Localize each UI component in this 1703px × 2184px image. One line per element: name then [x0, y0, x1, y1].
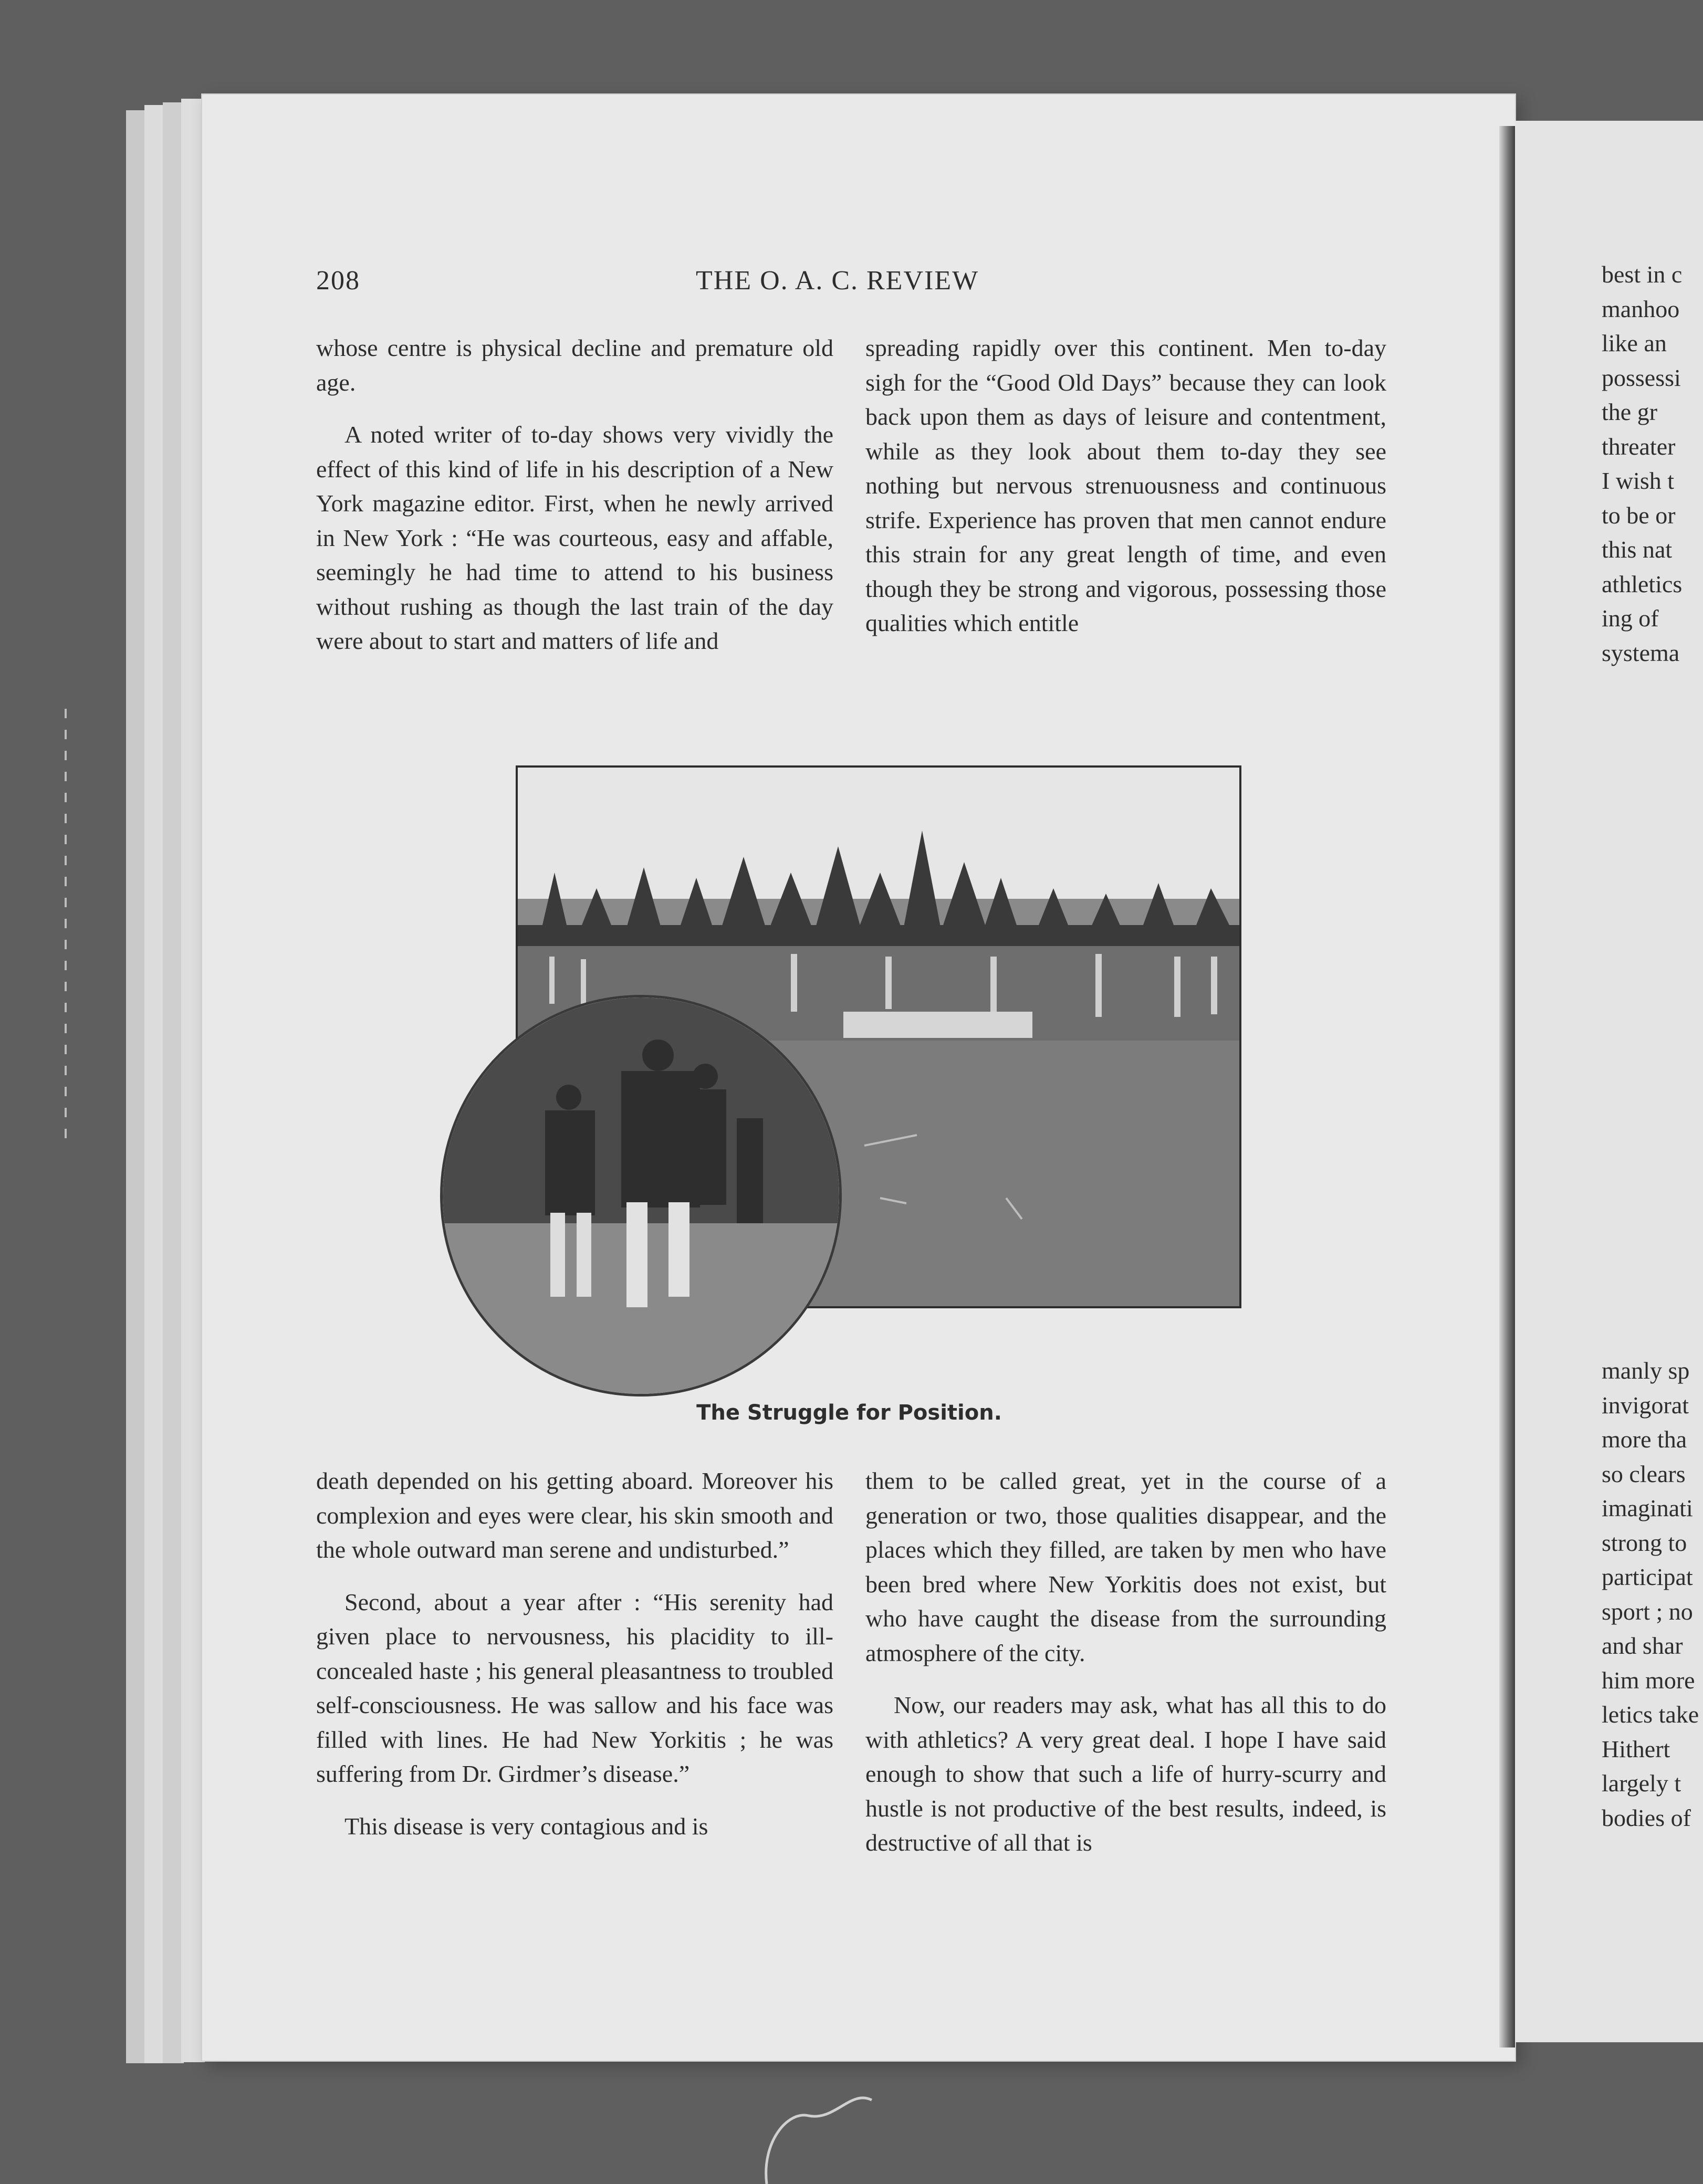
page-number: 208 [316, 266, 360, 296]
paragraph-gap [865, 1670, 1386, 1688]
column-1-top [316, 331, 833, 658]
photo-caption: The Struggle for Position. [696, 1401, 1002, 1425]
right-page-line: athletics [1602, 570, 1683, 597]
right-page-line: imaginati [1602, 1495, 1693, 1521]
right-page-line: participat [1602, 1563, 1693, 1590]
film-scratch-mark [50, 709, 81, 1139]
column-2-top [865, 331, 1386, 640]
page-stack-edge [163, 102, 184, 2063]
right-page-line: ing of [1602, 605, 1659, 632]
page-stack-edge [144, 105, 165, 2063]
right-page-fragments-bottom [1602, 1353, 1701, 1835]
right-page-line: more tha [1602, 1426, 1687, 1453]
right-page-line: Hithert [1602, 1735, 1670, 1762]
column-2-bottom [865, 1464, 1386, 1860]
right-page-line: invigorat [1602, 1391, 1689, 1419]
right-page-line: like an [1602, 330, 1667, 356]
right-page-fragments-top [1602, 257, 1701, 670]
paragraph: whose centre is physical decline and premature old age. [316, 334, 833, 396]
right-page-line: threater [1602, 433, 1676, 460]
right-page-line: and shar [1602, 1632, 1683, 1659]
paragraph-gap [316, 400, 833, 417]
paragraph: This disease is very contagious and is [344, 1812, 708, 1840]
right-page-line: systema [1602, 639, 1680, 666]
right-page-line: sport ; no [1602, 1598, 1693, 1625]
running-title: THE O. A. C. REVIEW [696, 266, 979, 296]
paragraph: Second, about a year after : “His serenity had given place to nervousness, his placidity to ill-concealed haste ; his general pleasantness to troubled self-consciousness. He was sallow and his face was filled with lines. He had New Yorkitis ; he was suffering from Dr. Girdmer’s disease.” [316, 1588, 833, 1787]
page-stack-edge [126, 110, 147, 2063]
paragraph: Now, our readers may ask, what has all this to do with athletics? A very great deal. I hope I have said enough to show that such a life of hurry-scurry and hustle is not productive of the best results, indeed, is destructive of all that is [865, 1692, 1386, 1856]
film-scratch-squiggle [756, 2079, 893, 2184]
right-page-line: letics take [1602, 1701, 1699, 1728]
right-page-line: bodies of [1602, 1804, 1691, 1831]
paragraph: spreading rapidly over this continent. Men to-day sigh for the “Good Old Days” because they can look back upon them as days of leisure and contentment, while as they look about them to-day they see nothing but nervous strenuousness and continuous strife. Experience has proven that men cannot endure this strain for any great length of time, and even though they be strong and vigorous, possessing those qualities which entitle [865, 334, 1386, 636]
right-page-line: this nat [1602, 536, 1673, 563]
right-page-line: him more [1602, 1666, 1695, 1694]
page-stack-edge [181, 99, 205, 2062]
right-page-line: manhoo [1602, 295, 1680, 322]
inset-photograph-runners [440, 995, 842, 1396]
right-page-line: largely t [1602, 1770, 1681, 1797]
paragraph: death depended on his getting aboard. Moreover his complexion and eyes were clear, his skin smooth and the whole outward man serene and undisturbed.” [316, 1467, 833, 1563]
right-page-line: the gr [1602, 398, 1658, 425]
paragraph: them to be called great, yet in the course of a generation or two, those qualities disappear, and the places which they filled, are taken by men who have been bred where New Yorkitis does not exist, but who have caught the disease from the surrounding atmosphere of the city. [865, 1467, 1386, 1666]
paragraph-gap [316, 1791, 833, 1809]
paragraph: A noted writer of to-day shows very vividly the effect of this kind of life in his description of a New York magazine editor. First, when he newly arrived in New York : “He was courteous, easy and affable, seemingly he had time to attend to his business without rushing as though the last train of the day were about to start and matters of life and [316, 421, 833, 654]
right-page-line: to be or [1602, 501, 1676, 529]
paragraph-gap [316, 1567, 833, 1585]
right-page-line: possessi [1602, 364, 1681, 391]
right-page-line: so clears [1602, 1460, 1686, 1487]
right-page-line: manly sp [1602, 1357, 1690, 1384]
right-page-line: I wish t [1602, 467, 1674, 494]
right-page-line: best in c [1602, 261, 1683, 288]
inset-scene [443, 998, 839, 1394]
book-gutter [1499, 126, 1515, 2048]
right-page-line: strong to [1602, 1529, 1687, 1556]
column-1-bottom [316, 1464, 833, 1843]
